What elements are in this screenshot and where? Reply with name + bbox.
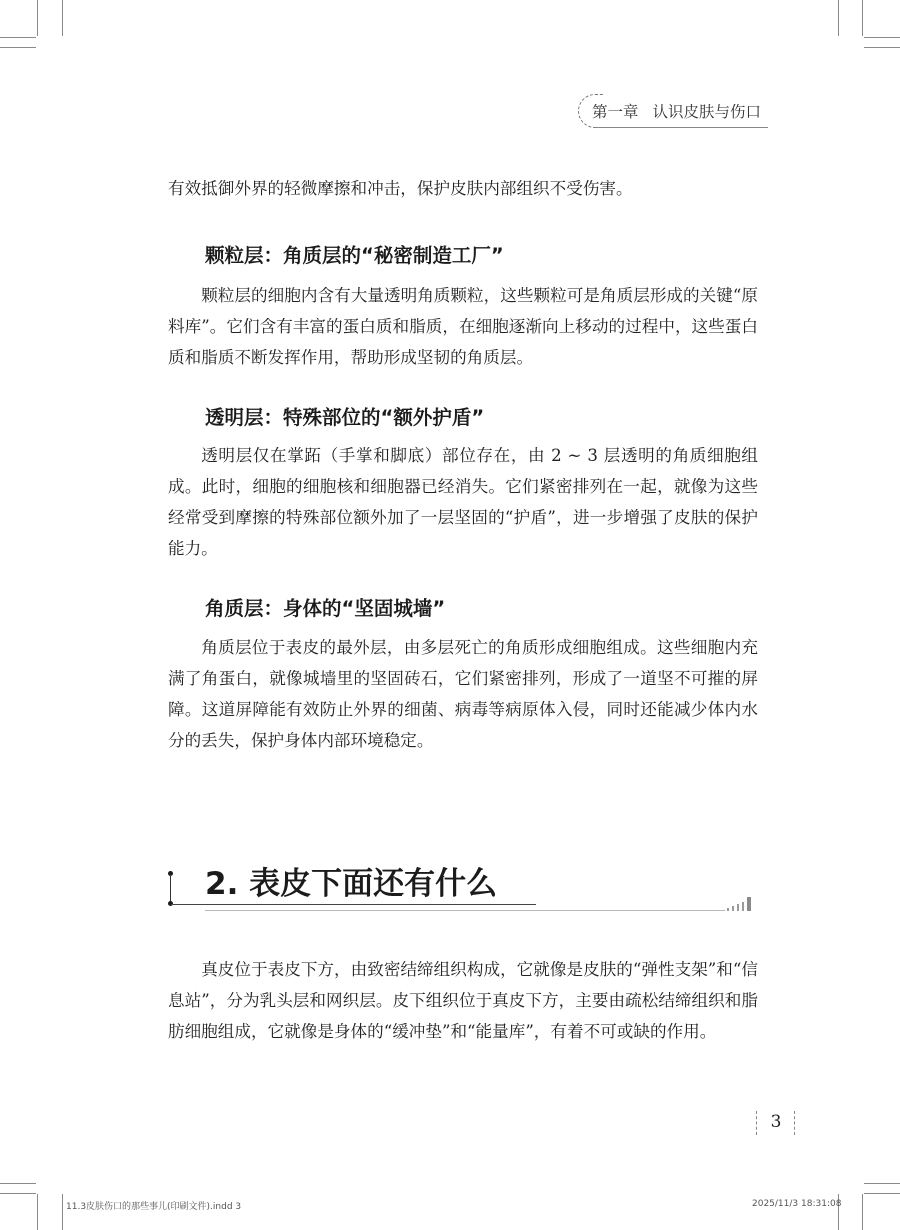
decor-bars	[727, 895, 759, 911]
crop-mark	[862, 1194, 863, 1230]
crop-mark	[864, 1183, 900, 1184]
crop-mark	[0, 1193, 36, 1194]
slug-timestamp: 2025/11/3 18:31:08	[752, 1199, 842, 1209]
page-number-box	[756, 1111, 796, 1135]
crop-mark	[37, 0, 38, 36]
decor-line	[205, 910, 725, 911]
decor-line	[170, 874, 171, 904]
lucidum-body: 透明层仅在掌跖（手掌和脚底）部位存在，由 2 ~ 3 层透明的角质细胞组成。此时，细胞的细胞核和细胞器已经消失。它们紧密排列在一起，就像为这些经常受到摩擦的特殊部位额外加了一层坚固的“护盾”，进一步增强了皮肤的保护能力。	[168, 446, 758, 558]
running-head-text	[592, 100, 761, 122]
crop-mark	[862, 0, 863, 36]
chapter-title: 认识皮肤与伤口	[652, 103, 762, 121]
crop-mark	[62, 1194, 63, 1230]
crop-mark	[864, 37, 900, 38]
running-head-rule	[596, 127, 768, 128]
intro-continuation: 有效抵御外界的轻微摩擦和冲击，保护皮肤内部组织不受伤害。	[168, 179, 633, 198]
section-title: 2. 表皮下面还有什么	[205, 866, 498, 902]
section2-body: 真皮位于表皮下方，由致密结缔组织构成，它就像是皮肤的“弹性支架”和“信息站”，分为乳头层和网织层。皮下组织位于真皮下方，主要由疏松结缔组织和脂肪细胞组成，它就像是身体的“缓冲垫”和“能量库”，有着不可或缺的作用。	[168, 960, 758, 1041]
corneum-body: 角质层位于表皮的最外层，由多层死亡的角质形成细胞组成。这些细胞内充满了角蛋白，就像城墙里的坚固砖石，它们紧密排列，形成了一道坚不可摧的屏障。这道屏障能有效防止外界的细菌、病毒等病原体入侵，同时还能减少体内水分的丢失，保护身体内部环境稳定。	[168, 638, 758, 750]
lucidum-heading: 透明层：特殊部位的“额外护盾”	[205, 406, 485, 429]
crop-mark	[37, 1194, 38, 1230]
crop-mark	[864, 1193, 900, 1194]
crop-mark	[864, 47, 900, 48]
corneum-heading: 角质层：身体的“坚固城墙”	[205, 597, 446, 620]
crop-mark	[0, 47, 36, 48]
crop-mark	[0, 37, 36, 38]
chapter-label: 第一章	[592, 103, 639, 121]
granular-body: 颗粒层的细胞内含有大量透明角质颗粒，这些颗粒可是角质层形成的关键“原料库”。它们含有丰富的蛋白质和脂质，在细胞逐渐向上移动的过程中，这些蛋白质和脂质不断发挥作用，帮助形成坚韧的角质层。	[168, 286, 758, 367]
granular-heading: 颗粒层：角质层的“秘密制造工厂”	[205, 244, 504, 267]
crop-mark	[838, 0, 839, 36]
crop-mark	[62, 0, 63, 36]
crop-mark	[0, 1183, 36, 1184]
running-head	[578, 94, 768, 128]
decor-line	[171, 904, 536, 905]
slug-filename: 11.3皮肤伤口的那些事儿(印刷文件).indd 3	[66, 1202, 242, 1212]
page-number: 3	[770, 1112, 782, 1132]
